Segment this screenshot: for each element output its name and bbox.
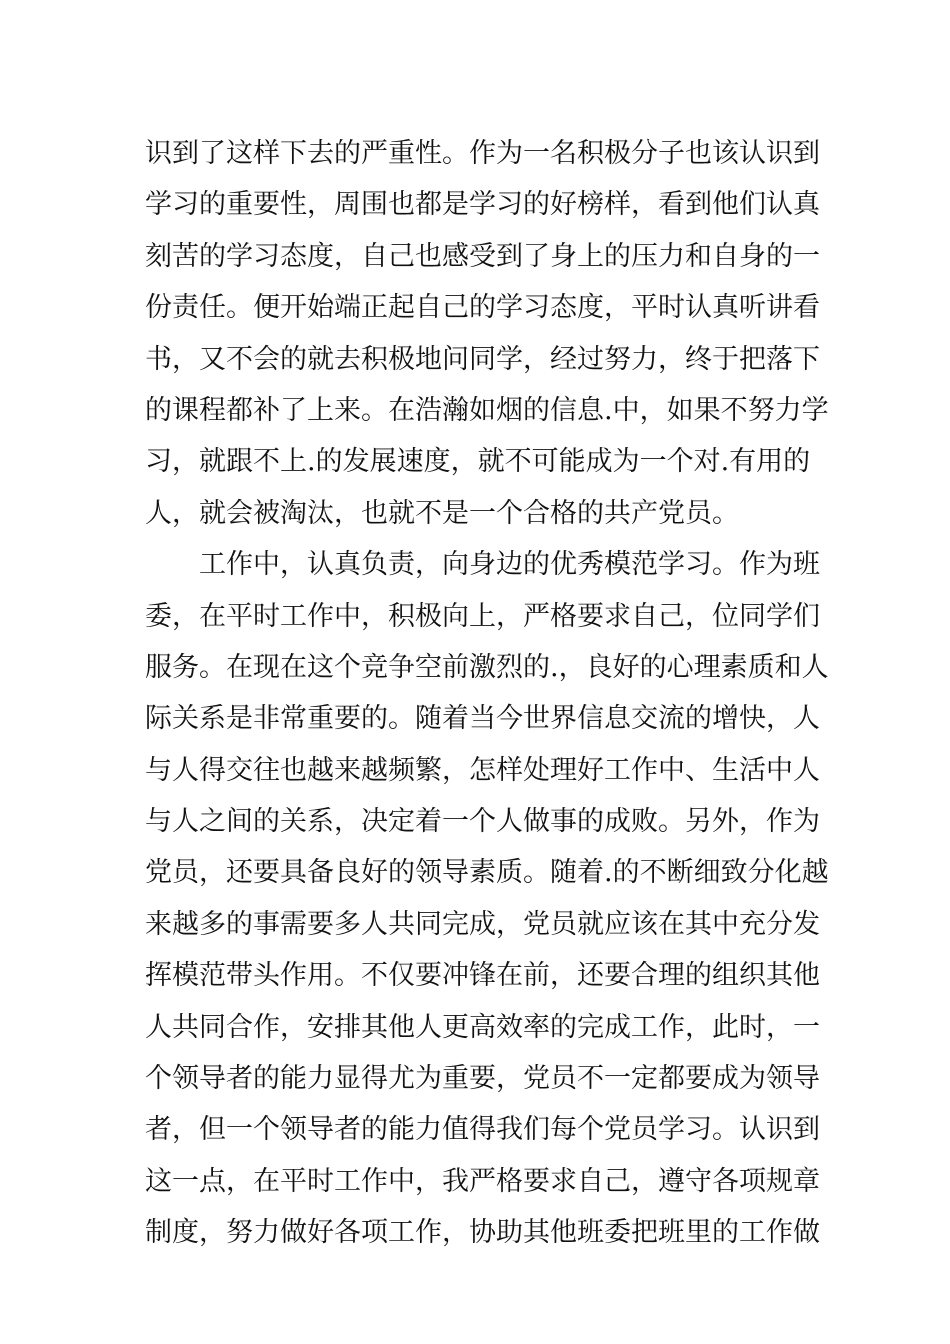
text-line: 挥模范带头作用。不仅要冲锋在前，还要合理的组织其他 xyxy=(145,960,820,992)
text-line: 的课程都补了上来。在浩瀚如烟的信息.中，如果不努力学 xyxy=(145,394,829,426)
text-line: 来越多的事需要多人共同完成，党员就应该在其中充分发 xyxy=(145,908,820,940)
text-line: 者，但一个领导者的能力值得我们每个党员学习。认识到 xyxy=(145,1114,820,1146)
text-line: 服务。在现在这个竞争空前激烈的.，良好的心理素质和人 xyxy=(145,651,829,683)
text-line: 这一点，在平时工作中，我严格要求自己，遵守各项规章 xyxy=(145,1165,820,1197)
text-line: 人，就会被淘汰，也就不是一个合格的共产党员。 xyxy=(145,497,739,529)
text-line: 党员，还要具备良好的领导素质。随着.的不断细致分化越 xyxy=(145,857,829,889)
text-line: 份责任。便开始端正起自己的学习态度，平时认真听讲看 xyxy=(145,292,820,324)
text-line: 人共同合作，安排其他人更高效率的完成工作，此时，一 xyxy=(145,1011,820,1043)
text-line: 刻苦的学习态度，自己也感受到了身上的压力和自身的一 xyxy=(145,240,820,272)
paragraph xyxy=(145,128,829,539)
text-line: 委，在平时工作中，积极向上，严格要求自己，位同学们 xyxy=(145,600,820,632)
text-line: 工作中，认真负责，向身边的优秀模范学习。作为班 xyxy=(145,549,820,581)
text-line: 识到了这样下去的严重性。作为一名积极分子也该认识到 xyxy=(145,138,820,169)
text-line: 个领导者的能力显得尤为重要，党员不一定都要成为领导 xyxy=(145,1063,820,1095)
paragraph xyxy=(145,539,829,1258)
text-line: 学习的重要性，周围也都是学习的好榜样，看到他们认真 xyxy=(145,189,820,221)
text-line: 与人之间的关系，决定着一个人做事的成败。另外，作为 xyxy=(145,806,820,838)
text-line: 际关系是非常重要的。随着当今世界信息交流的增快，人 xyxy=(145,703,820,735)
text-line: 习，就跟不上.的发展速度，就不可能成为一个对.有用的 xyxy=(145,446,811,478)
text-line: 与人得交往也越来越频繁，怎样处理好工作中、生活中人 xyxy=(145,754,820,786)
document-body xyxy=(145,128,829,1259)
text-line: 书，又不会的就去积极地问同学，经过努力，终于把落下 xyxy=(145,343,820,375)
text-line: 制度，努力做好各项工作，协助其他班委把班里的工作做 xyxy=(145,1217,820,1249)
